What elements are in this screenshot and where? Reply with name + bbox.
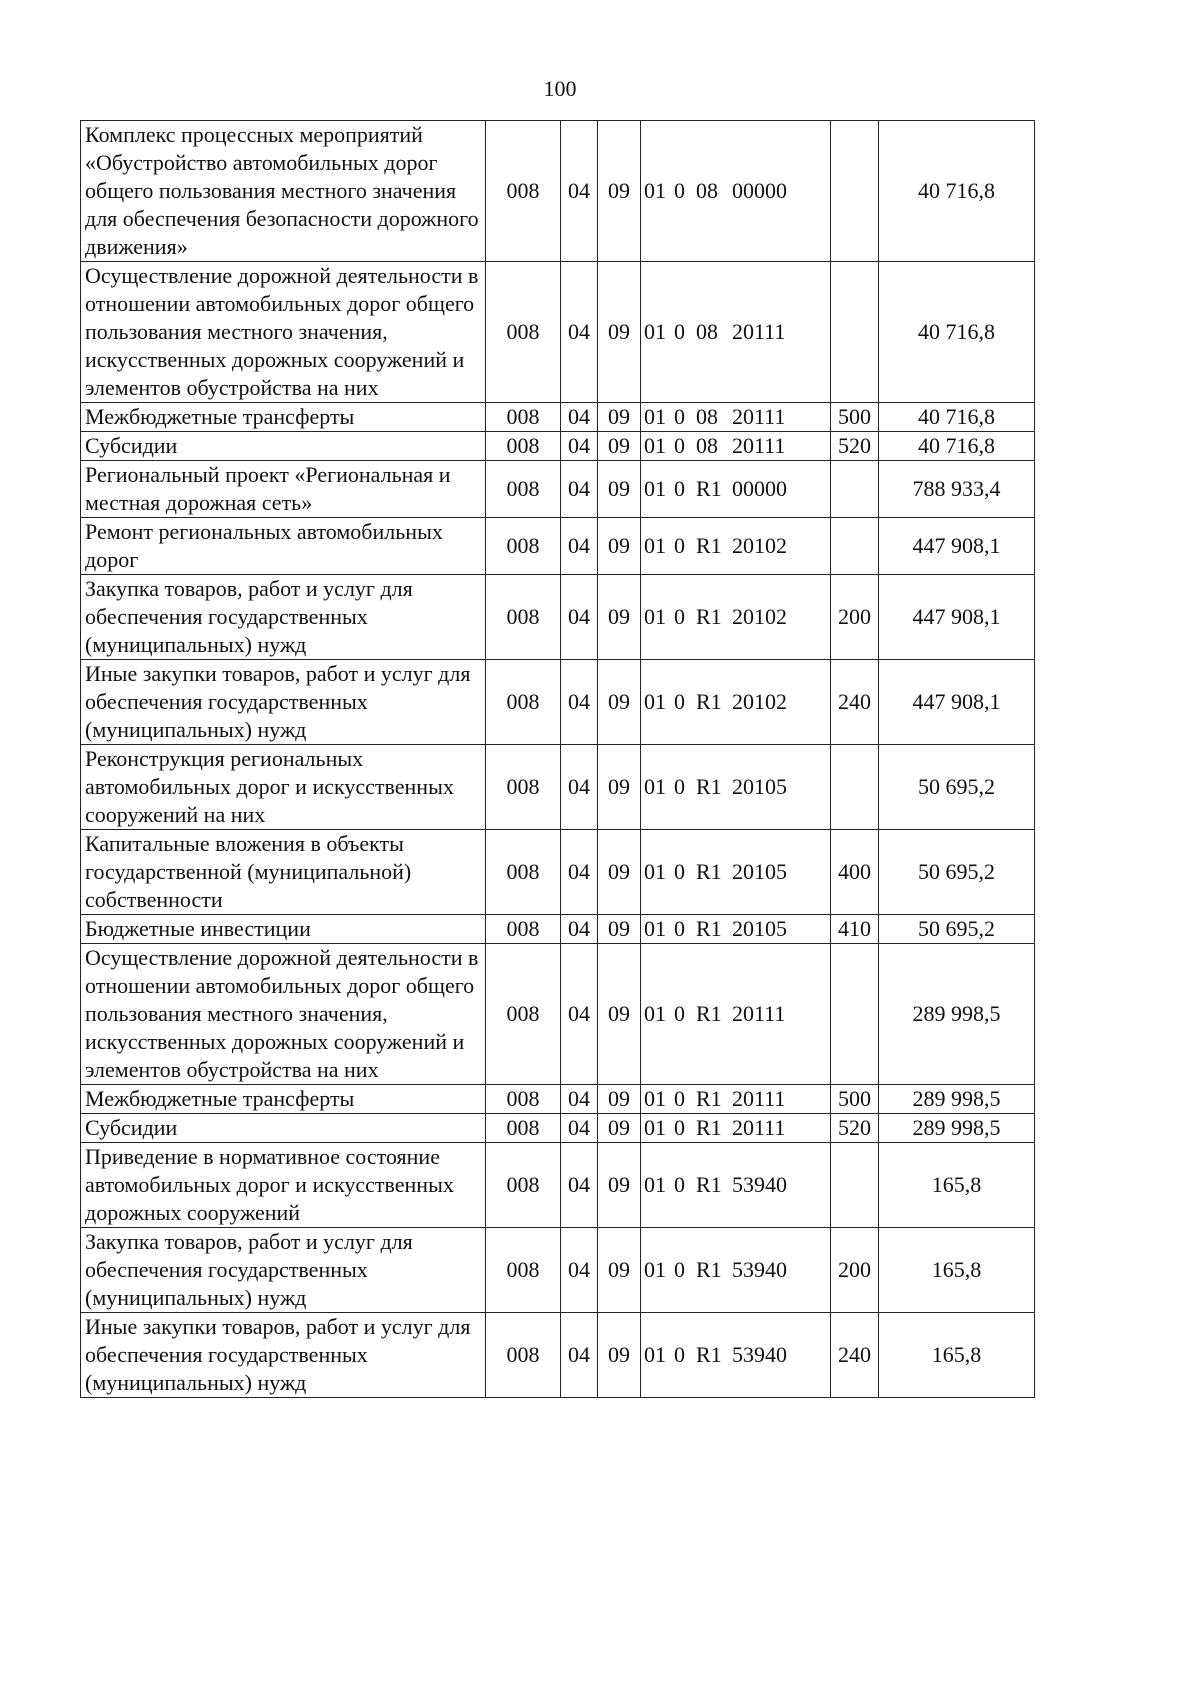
subsection-code: 09	[598, 1143, 641, 1228]
amount: 289 998,5	[879, 1085, 1035, 1114]
target-article-part: 20105	[732, 916, 787, 941]
target-article-part: 01	[644, 774, 666, 799]
target-article-part: 53940	[732, 1172, 787, 1197]
expense-type-code: 520	[831, 432, 879, 461]
target-article-part: R1	[696, 774, 722, 799]
table-row	[81, 1085, 1035, 1114]
row-name: Субсидии	[81, 432, 486, 461]
expense-type-code	[831, 1143, 879, 1228]
target-article-part: 01	[644, 1257, 666, 1282]
target-article-part: R1	[696, 689, 722, 714]
section-code: 04	[561, 830, 598, 915]
amount: 165,8	[879, 1143, 1035, 1228]
target-article-part: 20111	[732, 404, 786, 429]
target-article-part: R1	[696, 533, 722, 558]
expense-type-code: 240	[831, 660, 879, 745]
target-article-code	[641, 403, 831, 432]
row-name: Реконструкция региональных автомобильных дорог и искусственных сооружений на них	[81, 745, 486, 830]
target-article-part: 53940	[732, 1342, 787, 1367]
table-row	[81, 575, 1035, 660]
target-article-part: R1	[696, 1172, 722, 1197]
row-name: Закупка товаров, работ и услуг для обеспечения государственных (муниципальных) нужд	[81, 1228, 486, 1313]
row-name: Закупка товаров, работ и услуг для обеспечения государственных (муниципальных) нужд	[81, 575, 486, 660]
row-name: Межбюджетные трансферты	[81, 1085, 486, 1114]
ministry-code: 008	[486, 660, 561, 745]
amount: 40 716,8	[879, 262, 1035, 403]
expense-type-code	[831, 461, 879, 518]
section-code: 04	[561, 432, 598, 461]
target-article-part: 20102	[732, 533, 787, 558]
target-article-part: R1	[696, 1342, 722, 1367]
ministry-code: 008	[486, 745, 561, 830]
subsection-code: 09	[598, 461, 641, 518]
expense-type-code: 200	[831, 575, 879, 660]
section-code: 04	[561, 262, 598, 403]
target-article-part: 0	[674, 1086, 685, 1111]
subsection-code: 09	[598, 830, 641, 915]
target-article-part: 0	[674, 859, 685, 884]
ministry-code: 008	[486, 1143, 561, 1228]
amount: 447 908,1	[879, 575, 1035, 660]
target-article-part: 08	[696, 178, 718, 203]
table-row	[81, 944, 1035, 1085]
ministry-code: 008	[486, 944, 561, 1085]
target-article-code	[641, 1085, 831, 1114]
target-article-part: 0	[674, 916, 685, 941]
target-article-code	[641, 745, 831, 830]
amount: 40 716,8	[879, 403, 1035, 432]
target-article-code	[641, 518, 831, 575]
target-article-part: 01	[644, 1172, 666, 1197]
expense-type-code: 500	[831, 1085, 879, 1114]
subsection-code: 09	[598, 1228, 641, 1313]
table-row	[81, 1143, 1035, 1228]
target-article-part: 08	[696, 404, 718, 429]
section-code: 04	[561, 745, 598, 830]
target-article-part: R1	[696, 476, 722, 501]
target-article-part: 01	[644, 1001, 666, 1026]
subsection-code: 09	[598, 1313, 641, 1398]
target-article-part: R1	[696, 1086, 722, 1111]
target-article-part: 01	[644, 859, 666, 884]
table-body	[81, 121, 1035, 1398]
expense-type-code: 400	[831, 830, 879, 915]
amount: 447 908,1	[879, 518, 1035, 575]
expense-type-code: 520	[831, 1114, 879, 1143]
section-code: 04	[561, 403, 598, 432]
target-article-part: 0	[674, 689, 685, 714]
row-name: Осуществление дорожной деятельности в отношении автомобильных дорог общего пользования местного значения, искусственных дорожных сооружений и элементов обустройства на них	[81, 944, 486, 1085]
target-article-part: R1	[696, 604, 722, 629]
subsection-code: 09	[598, 944, 641, 1085]
target-article-part: 0	[674, 319, 685, 344]
target-article-part: 20105	[732, 859, 787, 884]
row-name: Комплекс процессных мероприятий «Обустройство автомобильных дорог общего пользования местного значения для обеспечения безопасности дорожного движения»	[81, 121, 486, 262]
subsection-code: 09	[598, 518, 641, 575]
target-article-part: 0	[674, 1257, 685, 1282]
ministry-code: 008	[486, 1085, 561, 1114]
target-article-part: 20111	[732, 1115, 786, 1140]
row-name: Межбюджетные трансферты	[81, 403, 486, 432]
target-article-part: 01	[644, 1086, 666, 1111]
target-article-part: 0	[674, 476, 685, 501]
target-article-code	[641, 575, 831, 660]
table-row	[81, 660, 1035, 745]
target-article-code	[641, 461, 831, 518]
target-article-code	[641, 121, 831, 262]
row-name: Капитальные вложения в объекты государственной (муниципальной) собственности	[81, 830, 486, 915]
subsection-code: 09	[598, 403, 641, 432]
section-code: 04	[561, 660, 598, 745]
amount: 50 695,2	[879, 830, 1035, 915]
target-article-part: 01	[644, 916, 666, 941]
section-code: 04	[561, 1313, 598, 1398]
table-row	[81, 1313, 1035, 1398]
target-article-part: 0	[674, 774, 685, 799]
target-article-part: 0	[674, 533, 685, 558]
section-code: 04	[561, 121, 598, 262]
target-article-part: 01	[644, 433, 666, 458]
subsection-code: 09	[598, 262, 641, 403]
target-article-part: 20105	[732, 774, 787, 799]
row-name: Ремонт региональных автомобильных дорог	[81, 518, 486, 575]
subsection-code: 09	[598, 432, 641, 461]
subsection-code: 09	[598, 121, 641, 262]
target-article-part: 20102	[732, 604, 787, 629]
target-article-part: 01	[644, 533, 666, 558]
expense-type-code	[831, 121, 879, 262]
target-article-part: 0	[674, 1342, 685, 1367]
target-article-part: 00000	[732, 178, 787, 203]
page-number: 100	[543, 76, 577, 101]
amount: 788 933,4	[879, 461, 1035, 518]
table-row	[81, 461, 1035, 518]
target-article-code	[641, 1143, 831, 1228]
target-article-part: 20111	[732, 1086, 786, 1111]
ministry-code: 008	[486, 461, 561, 518]
expense-type-code: 500	[831, 403, 879, 432]
table-row	[81, 830, 1035, 915]
section-code: 04	[561, 1143, 598, 1228]
ministry-code: 008	[486, 432, 561, 461]
target-article-part: 20102	[732, 689, 787, 714]
target-article-part: R1	[696, 1115, 722, 1140]
expense-type-code	[831, 262, 879, 403]
table-row	[81, 262, 1035, 403]
row-name: Региональный проект «Региональная и местная дорожная сеть»	[81, 461, 486, 518]
ministry-code: 008	[486, 1313, 561, 1398]
ministry-code: 008	[486, 1228, 561, 1313]
target-article-part: 20111	[732, 319, 786, 344]
subsection-code: 09	[598, 915, 641, 944]
target-article-part: 01	[644, 604, 666, 629]
row-name: Субсидии	[81, 1114, 486, 1143]
table-row	[81, 403, 1035, 432]
target-article-part: 01	[644, 689, 666, 714]
budget-table	[80, 120, 1035, 1398]
expense-type-code: 410	[831, 915, 879, 944]
row-name: Осуществление дорожной деятельности в отношении автомобильных дорог общего пользования местного значения, искусственных дорожных сооружений и элементов обустройства на них	[81, 262, 486, 403]
expense-type-code	[831, 745, 879, 830]
table-row	[81, 1228, 1035, 1313]
amount: 50 695,2	[879, 915, 1035, 944]
target-article-code	[641, 1313, 831, 1398]
ministry-code: 008	[486, 830, 561, 915]
ministry-code: 008	[486, 121, 561, 262]
target-article-part: 0	[674, 1001, 685, 1026]
target-article-part: R1	[696, 859, 722, 884]
expense-type-code	[831, 944, 879, 1085]
target-article-part: 08	[696, 433, 718, 458]
amount: 165,8	[879, 1313, 1035, 1398]
table-row	[81, 518, 1035, 575]
amount: 40 716,8	[879, 121, 1035, 262]
section-code: 04	[561, 915, 598, 944]
table-row	[81, 745, 1035, 830]
target-article-part: 01	[644, 404, 666, 429]
target-article-part: 0	[674, 604, 685, 629]
row-name: Иные закупки товаров, работ и услуг для обеспечения государственных (муниципальных) нужд	[81, 660, 486, 745]
table-row	[81, 915, 1035, 944]
target-article-code	[641, 1228, 831, 1313]
section-code: 04	[561, 575, 598, 660]
ministry-code: 008	[486, 575, 561, 660]
ministry-code: 008	[486, 1114, 561, 1143]
target-article-code	[641, 432, 831, 461]
expense-type-code: 200	[831, 1228, 879, 1313]
target-article-part: 00000	[732, 476, 787, 501]
target-article-part: 01	[644, 476, 666, 501]
target-article-part: 20111	[732, 433, 786, 458]
target-article-part: 0	[674, 1172, 685, 1197]
section-code: 04	[561, 1085, 598, 1114]
amount: 165,8	[879, 1228, 1035, 1313]
target-article-part: 01	[644, 319, 666, 344]
target-article-code	[641, 944, 831, 1085]
row-name: Приведение в нормативное состояние автомобильных дорог и искусственных дорожных сооружений	[81, 1143, 486, 1228]
expense-type-code: 240	[831, 1313, 879, 1398]
target-article-code	[641, 915, 831, 944]
subsection-code: 09	[598, 660, 641, 745]
section-code: 04	[561, 1114, 598, 1143]
ministry-code: 008	[486, 403, 561, 432]
target-article-part: 01	[644, 178, 666, 203]
subsection-code: 09	[598, 745, 641, 830]
target-article-code	[641, 1114, 831, 1143]
subsection-code: 09	[598, 1114, 641, 1143]
target-article-code	[641, 830, 831, 915]
ministry-code: 008	[486, 518, 561, 575]
target-article-part: R1	[696, 1257, 722, 1282]
amount: 289 998,5	[879, 944, 1035, 1085]
amount: 40 716,8	[879, 432, 1035, 461]
table-row	[81, 432, 1035, 461]
target-article-part: 0	[674, 404, 685, 429]
ministry-code: 008	[486, 915, 561, 944]
row-name: Иные закупки товаров, работ и услуг для обеспечения государственных (муниципальных) нужд	[81, 1313, 486, 1398]
expense-type-code	[831, 518, 879, 575]
amount: 447 908,1	[879, 660, 1035, 745]
target-article-part: 01	[644, 1115, 666, 1140]
target-article-part: R1	[696, 1001, 722, 1026]
target-article-part: 0	[674, 1115, 685, 1140]
ministry-code: 008	[486, 262, 561, 403]
row-name: Бюджетные инвестиции	[81, 915, 486, 944]
table-row	[81, 121, 1035, 262]
target-article-part: 08	[696, 319, 718, 344]
target-article-code	[641, 660, 831, 745]
amount: 50 695,2	[879, 745, 1035, 830]
section-code: 04	[561, 1228, 598, 1313]
section-code: 04	[561, 944, 598, 1085]
table-row	[81, 1114, 1035, 1143]
target-article-part: R1	[696, 916, 722, 941]
subsection-code: 09	[598, 575, 641, 660]
subsection-code: 09	[598, 1085, 641, 1114]
target-article-part: 0	[674, 178, 685, 203]
target-article-part: 20111	[732, 1001, 786, 1026]
target-article-code	[641, 262, 831, 403]
target-article-part: 53940	[732, 1257, 787, 1282]
target-article-part: 01	[644, 1342, 666, 1367]
section-code: 04	[561, 461, 598, 518]
target-article-part: 0	[674, 433, 685, 458]
section-code: 04	[561, 518, 598, 575]
amount: 289 998,5	[879, 1114, 1035, 1143]
